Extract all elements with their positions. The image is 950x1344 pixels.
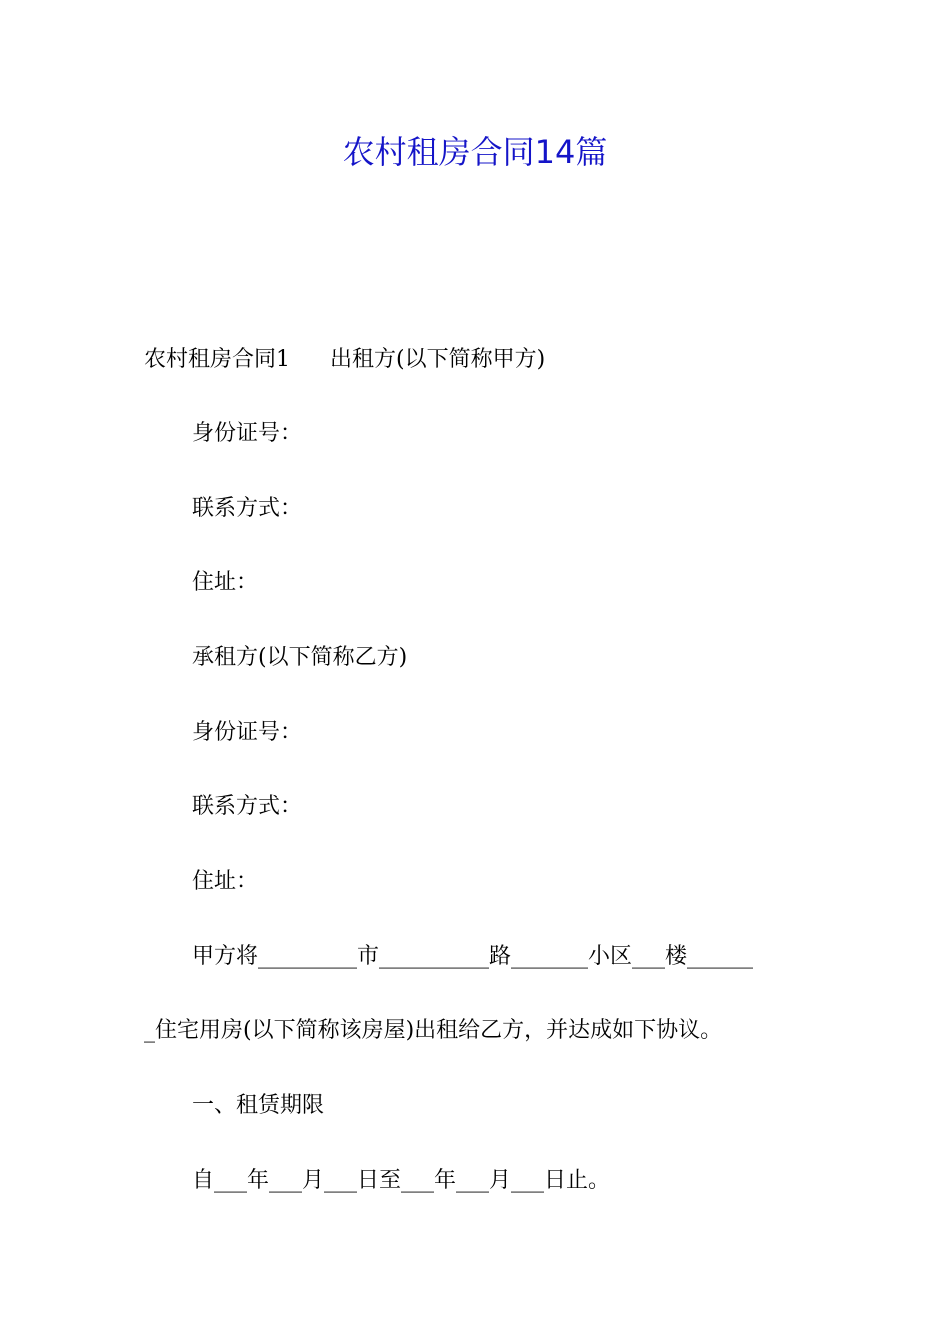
page-title: 农村租房合同14篇: [342, 133, 608, 171]
lessee-contact-label: 联系方式：: [192, 794, 303, 819]
lease-term-dates: 自___年___月___日至___年___月___日止。: [192, 1168, 611, 1193]
property-clause-line-2: _住宅用房(以下简称该房屋)出租给乙方，并达成如下协议。: [144, 1018, 723, 1043]
section-heading: 农村租房合同1: [144, 347, 290, 372]
lease-term-heading: 一、租赁期限: [192, 1093, 325, 1118]
lessee-address-label: 住址：: [192, 869, 259, 894]
lessor-label: 出租方(以下简称甲方): [330, 347, 546, 372]
lessor-contact-label: 联系方式：: [192, 496, 303, 521]
lessor-id-label: 身份证号：: [192, 421, 303, 446]
lessor-address-label: 住址：: [192, 570, 259, 595]
section-heading-line: [144, 345, 545, 375]
lessee-label: 承租方(以下简称乙方): [192, 645, 408, 670]
lessee-id-label: 身份证号：: [192, 720, 303, 745]
property-clause-line-1: 甲方将_________市__________路_______小区___楼______: [192, 944, 754, 969]
